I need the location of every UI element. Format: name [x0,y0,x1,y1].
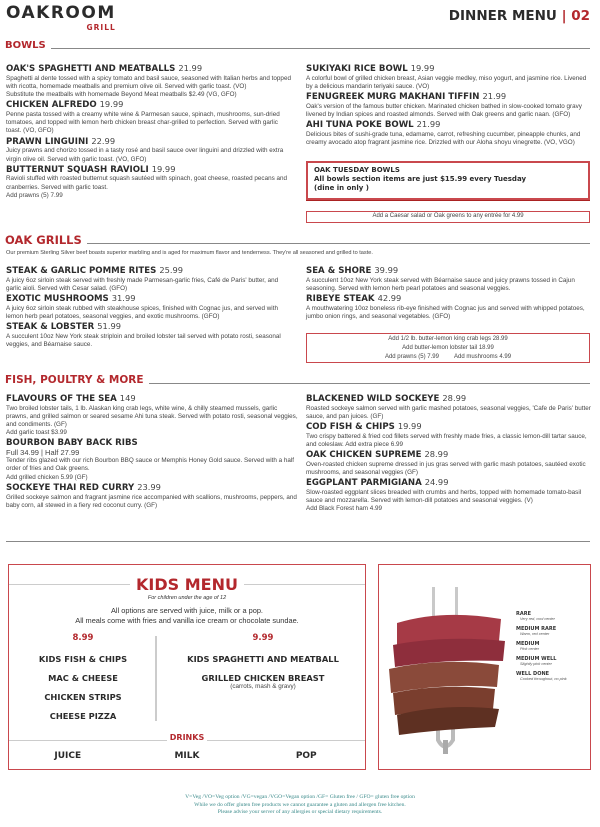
item-price: 21.99 [178,63,203,73]
item-description: Slow-roasted eggplant slices breaded with crumbs and herbs, topped with homemade tomato-basil sauce and mozzarella. Served with lemon-dill potatoes and seasonal veggies. (V) [306,488,582,505]
item-name: BLACKENED WILD SOCKEYE 28.99 [306,393,467,404]
grills-left-column [6,265,291,349]
kids-subtitle: For children under the age of 12 [147,595,227,601]
doneness-item [516,626,567,636]
item-description: A succulent 10oz New York steak striploin and broiled lobster tail served with potato rosti, seasonal veggies, and Béarnaise sauce. [6,332,281,348]
drink-item: MILK [174,751,200,761]
item-price: 51.99 [97,321,122,332]
item-extra: Add grilled chicken 5.99 (GF) [6,473,88,481]
doneness-desc: Slightly pink center [520,662,552,666]
item-extra: Add Black Forest ham 4.99 [306,505,382,513]
drinks-list [9,751,365,761]
item-name: RIBEYE STEAK 42.99 [306,293,402,305]
bowls-left-column [6,63,291,200]
bowls-right-column [306,63,592,147]
menu-item [306,119,592,147]
divider [155,636,157,721]
item-price: 21.99 [416,119,441,130]
grills-intro: Our premium Sterling Silver beef boasts superior marbling and is aged for maximum flavor and tenderness. They're all seasoned and grilled to taste. [6,250,373,256]
salad-addon-note: Add a Caesar salad or Oak greens to any entrée for 4.99 [306,211,590,223]
item-description: Oak's version of the famous butter chicken. Marinated chicken bathed in slow-cooked tomato gravy livened by Indian spices and roasted almonds. Served with Oak greens and garlic naan. (GFO) [306,102,582,118]
item-description: Oven-roasted chicken supreme dressed in jus gras served with garlic mash potatoes, sautéed exotic mushrooms, and seasonal veggies (GF) [306,460,586,476]
section-heading-bowls: BOWLS [5,40,590,51]
item-price: 23.99 [137,482,161,493]
item-name: EGGPLANT PARMIGIANA 24.99 [306,477,449,489]
drinks-title: DRINKS [169,733,205,742]
item-name: STEAK & GARLIC POMME RITES 25.99 [6,265,184,276]
doneness-name: MEDIUM [516,641,540,647]
item-description: Delicious bites of sushi-grade tuna, edamame, carrot, refreshing cucumber, pineapple chunks, and creamy avocado atop fragrant jasmine rice. Drizzled with our Aloha shoyu vinegrette. (VO, VGO) [306,130,581,146]
item-description: Juicy prawns and chorizo tossed in a tasty rosé and basil sauce over linguini and drizzled with extra virgin olive oil. Served with garlic toast. (VO, GFO) [6,147,284,163]
divider [149,383,590,384]
doneness-item [516,641,567,651]
divider [87,243,590,244]
item-name: FENUGREEK MURG MAKHANI TIFFIN 21.99 [306,91,507,103]
menu-item [306,63,592,91]
section-heading-grills: OAK GRILLS [5,233,590,247]
item-price: 28.99 [424,449,449,460]
item-price: 31.99 [111,293,136,304]
item-name: BUTTERNUT SQUASH RAVIOLI 19.99 [6,163,176,175]
logo-sub: GRILL [86,23,116,32]
item-extra: Add garlic toast $3.99 [6,429,67,437]
doneness-desc: Cooked throughout, no pink [520,677,567,681]
item-extra: Add prawns (5) 7.99 [6,191,63,199]
item-description: Penne pasta tossed with a creamy white wine & Parmesan sauce, spinach, mushrooms, sun-dried tomatoes, and topped with lemon herb chicken breast char-grilled to perfection. Served with garlic toast. (VO, GFO) [6,110,280,135]
item-name: COD FISH & CHIPS 19.99 [306,421,422,433]
item-description: Grilled sockeye salmon and fragrant jasmine rice accompanied with scallions, mushrooms, peppers, and baby corn, all stewed in a fiery red coconut curry. (GF) [6,493,297,509]
doneness-name: MEDIUM RARE [516,626,557,632]
item-price: 22.99 [91,135,116,146]
menu-item [306,477,594,513]
item-price: 149 [119,393,136,403]
item-description: Two broiled lobster tails, 1 lb. Alaskan king crab legs, white wine, & chilly steamed mussels, garlic prawns, and grilled salmon or seared sesame Ahi tuna steak. Served with potato rosti, seasonal veggies, and condiments. (GF) [6,404,298,429]
item-price: 28.99 [442,393,467,403]
menu-item [306,421,594,449]
item-description: Tender ribs glazed with our rich Bourbon BBQ sauce or Memphis Honey Gold sauce. Served with a half order of fries and Oak greens. [6,457,295,473]
doneness-item [516,671,567,681]
item-price: 21.99 [482,91,507,102]
divider [51,48,590,49]
item-price: 19.99 [99,99,124,110]
menu-item [306,265,592,293]
item-description: Ravioli stuffed with roasted butternut squash sautéed with spinach, goat cheese, roasted pecans and cranberries. Served with garlic toast. [6,175,287,191]
item-name: BOURBON BABY BACK RIBS [6,437,138,448]
menu-item [6,321,291,349]
item-name: SOCKEYE THAI RED CURRY 23.99 [6,482,161,494]
item-name: SUKIYAKI RICE BOWL 19.99 [306,63,435,74]
title-separator: | [561,8,567,24]
kids-col-999 [161,633,365,690]
grills-addons-box: Add 1/2 lb. butter-lemon king crab legs 28.99 Add butter-lemon lobster tail 18.99 Add prawns (5) 7.99 Add mushrooms 4.99 [306,333,590,363]
doneness-item [516,611,567,621]
doneness-item [516,656,567,666]
dietary-footer: V=Veg /VO=Veg option /VG=vegan /VGO=Vegan option /GF= Gluten free / GFO= gluten free option While we do offer gluten free products we cannot guarantee a gluten and allergen free kitchen. Please advise your server of any allergies or special dietary requirements. [185,794,415,815]
drink-item: JUICE [54,751,82,761]
item-price: 39.99 [374,265,399,275]
doneness-desc: Very red, cool center [520,617,555,621]
item-name: OAK'S SPAGHETTI AND MEATBALLS 21.99 [6,63,203,74]
kids-item: CHEESE PIZZA [49,711,117,721]
tuesday-promo-box: OAK TUESDAY BOWLS All bowls section items are just $15.99 every Tuesday (dine in only ) [306,161,590,200]
kids-item: MAC & CHEESE [48,673,118,683]
item-price: 24.99 [424,477,449,488]
item-price: 42.99 [377,293,402,304]
item-name: CHICKEN ALFREDO 19.99 [6,99,124,111]
doneness-name: MEDIUM WELL [516,656,557,662]
item-price: Full 34.99 | Half 27.99 [6,448,80,458]
menu-item [306,91,592,119]
menu-title: DINNER MENU [448,8,557,24]
menu-item [6,438,298,482]
item-description: A mouthwatering 10oz boneless rib-eye finished with Cognac jus and served with whipped potatoes, jumbo onion rings, and seasonal vegetables. (GFO) [306,304,585,320]
menu-item [306,293,592,321]
item-name: OAK CHICKEN SUPREME 28.99 [306,449,449,461]
item-description: A colorful bowl of grilled chicken breast, Asian veggie medley, miso yogurt, and jasmine rice. Livened by a delicious mandarin teriyaki sauce. (VO) [306,74,587,90]
kids-price: 8.99 [72,633,94,643]
kids-menu-title: KIDS MENU [136,575,238,594]
menu-item [306,449,594,477]
grills-right-column [306,265,592,321]
steak-doneness-box [378,564,591,770]
page-title [449,8,590,24]
menu-item [6,265,291,293]
menu-item [306,393,594,421]
item-description: Roasted sockeye salmon served with garlic mashed potatoes, seasonal veggies, 'Cafe de Paris' butter sauce, and pan juices. (GF) [306,404,591,420]
logo-main: OAKROOM [6,3,116,23]
kids-menu-box [8,564,366,770]
section-heading-fish: FISH, POULTRY & MORE [5,374,590,386]
menu-item [6,393,298,438]
doneness-desc: Warm, red center [520,632,550,636]
item-description: A juicy 6oz sirloin steak served with freshly made Parmesan-garlic fries, Café de Paris' butter, and garlic aioli. Served with Cesar salad. (GFO) [6,276,279,292]
item-name: PRAWN LINGUINI 22.99 [6,135,116,147]
kids-col-899 [21,633,145,726]
doneness-name: WELL DONE [516,671,550,677]
item-price: 25.99 [159,265,184,275]
item-price: 19.99 [397,421,422,432]
item-price: 19.99 [151,163,176,174]
steak-on-fork-image [383,575,513,765]
kids-price: 9.99 [252,633,274,643]
kids-item: GRILLED CHICKEN BREAST [201,673,325,683]
fish-left-column [6,393,298,510]
item-description: A juicy 6oz sirloin steak rubbed with steakhouse spices, finished with Cognac jus, and served with lemon herb pearl potatoes, seasonal veggies, and exotic mushrooms. (GFO) [6,304,278,320]
menu-item [6,164,291,200]
item-description: Spaghetti al dente tossed with a spicy tomato and basil sauce, seasoned with Italian herbs and topped with ricotta, homemade meatballs and premium olive oil. Served with garlic toast. (VO) [6,74,291,90]
doneness-desc: Pink center [520,647,539,651]
kids-item-note: (carrots, mash & gravy) [230,683,296,690]
divider [6,541,590,542]
fish-right-column [306,393,594,514]
menu-item [6,293,291,321]
menu-item [6,99,291,135]
page-number: 02 [571,8,590,24]
menu-item [6,136,291,164]
item-description: A succulent 10oz New York steak served with Béarnaise sauce and juicy prawns tossed in Cajun seasoning. Served with lemon herb pearl potatoes and seasonal veggies. [306,276,575,292]
item-price: 19.99 [410,63,435,73]
kids-item: KIDS FISH & CHIPS [38,654,128,664]
doneness-name: RARE [516,611,531,617]
menu-item [6,63,291,99]
item-name: FLAVOURS OF THE SEA 149 [6,393,136,404]
kids-item: CHICKEN STRIPS [44,692,122,702]
menu-item [6,482,298,510]
drink-item: POP [295,751,317,761]
item-extra: Substitute the meatballs with homemade Beyond Meat meatballs $2.49 (VG, GFO) [6,91,237,99]
item-name: EXOTIC MUSHROOMS 31.99 [6,293,136,305]
kids-item: KIDS SPAGHETTI AND MEATBALL [187,654,339,664]
doneness-legend [516,611,567,686]
logo [6,4,116,32]
kids-note: All options are served with juice, milk or a pop. All meals come with fries and vanilla ice cream or chocolate sundae. [75,606,299,625]
item-name: AHI TUNA POKE BOWL 21.99 [306,119,441,131]
item-description: Two crispy battered & fried cod fillets served with freshly made fries, a classic lemon-dill tartar sauce, and coleslaw. Add extra piece 6.99 [306,432,587,448]
item-name: STEAK & LOBSTER 51.99 [6,321,122,333]
item-name: SEA & SHORE 39.99 [306,265,399,276]
